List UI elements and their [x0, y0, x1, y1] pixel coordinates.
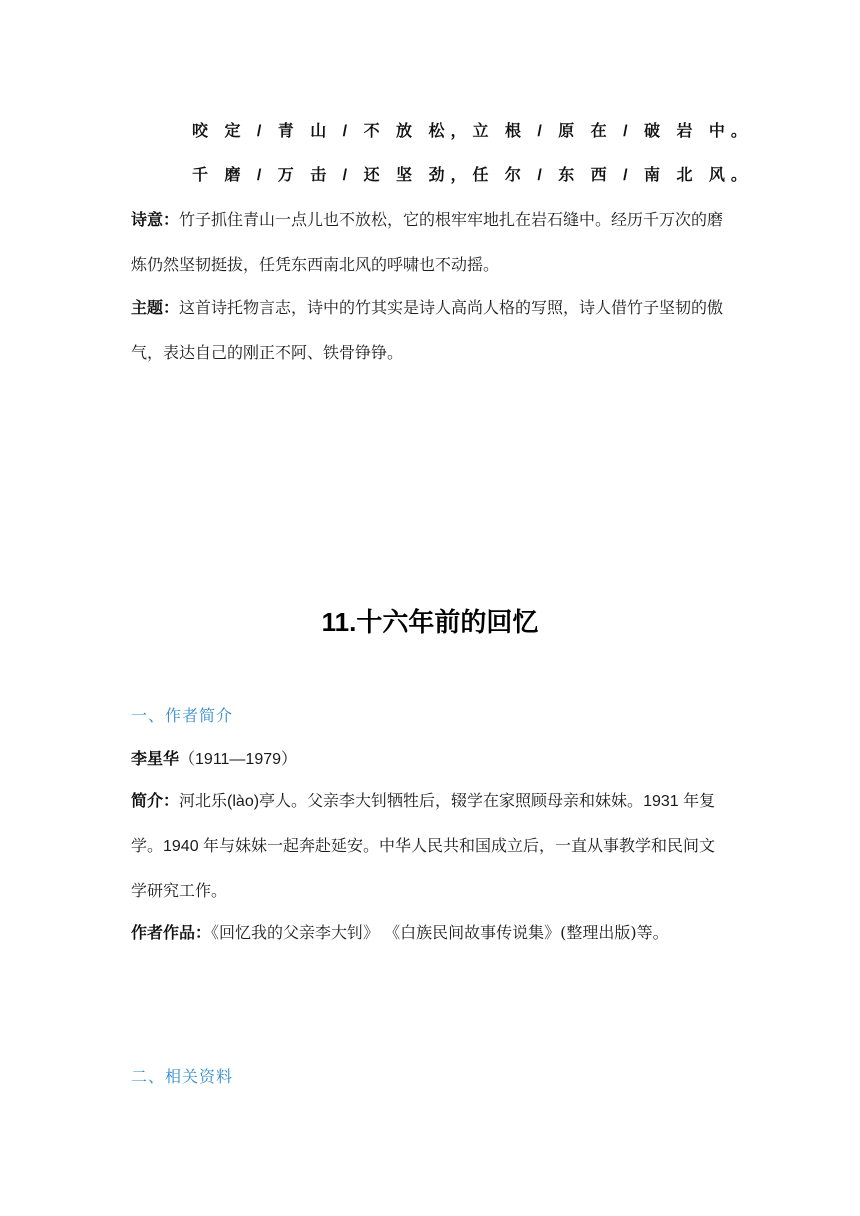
author-works-paragraph [131, 911, 731, 956]
intro-label: 简介： [131, 793, 180, 810]
meaning-label: 诗意： [131, 212, 180, 229]
poem-meaning-paragraph [131, 198, 731, 287]
author-name: 李星华 [131, 751, 180, 768]
intro-text-b: 亭人。父亲李大钊牺牲后，辍学在家照顾母亲和妹妹。 [259, 791, 644, 810]
works-label: 作者作品： [131, 925, 212, 942]
theme-text: 这首诗托物言志，诗中的竹其实是诗人高尚人格的写照，诗人借竹子坚韧的傲气，表达自己的刚正不阿、铁骨铮铮。 [131, 298, 724, 362]
poem-theme-paragraph [131, 286, 731, 375]
intro-text-c: 1931 年复学。1940 年与妹妹一起奔赴延安。中华人民共和国成立后，一直从事教学和民间文学研究工作。 [131, 793, 716, 900]
meaning-text: 竹子抓住青山一点儿也不放松，它的根牢牢地扎在岩石缝中。经历千万次的磨炼仍然坚韧挺拔，任凭东西南北风的呼啸也不动摇。 [131, 210, 724, 274]
poem-line-1: 咬 定 / 青 山 / 不 放 松，立 根 / 原 在 / 破 岩 中。 [192, 123, 753, 140]
author-years: （1911—1979） [179, 751, 298, 768]
intro-text-a: 河北乐 [179, 791, 228, 810]
poem-line-2: 千 磨 / 万 击 / 还 坚 劲，任 尔 / 东 西 / 南 北 风。 [192, 167, 753, 184]
lesson-title: 11.十六年前的回忆 [321, 607, 539, 637]
section-heading-materials: 二、相关资料 [131, 1069, 234, 1086]
works-text: 《回忆我的父亲李大钊》 《白族民间故事传说集》(整理出版)等。 [211, 923, 669, 942]
author-line [131, 746, 297, 769]
section-heading-author: 一、作者简介 [131, 708, 234, 725]
theme-label: 主题： [131, 300, 180, 317]
intro-pinyin: (lào) [227, 793, 260, 810]
author-intro-paragraph [131, 779, 731, 914]
